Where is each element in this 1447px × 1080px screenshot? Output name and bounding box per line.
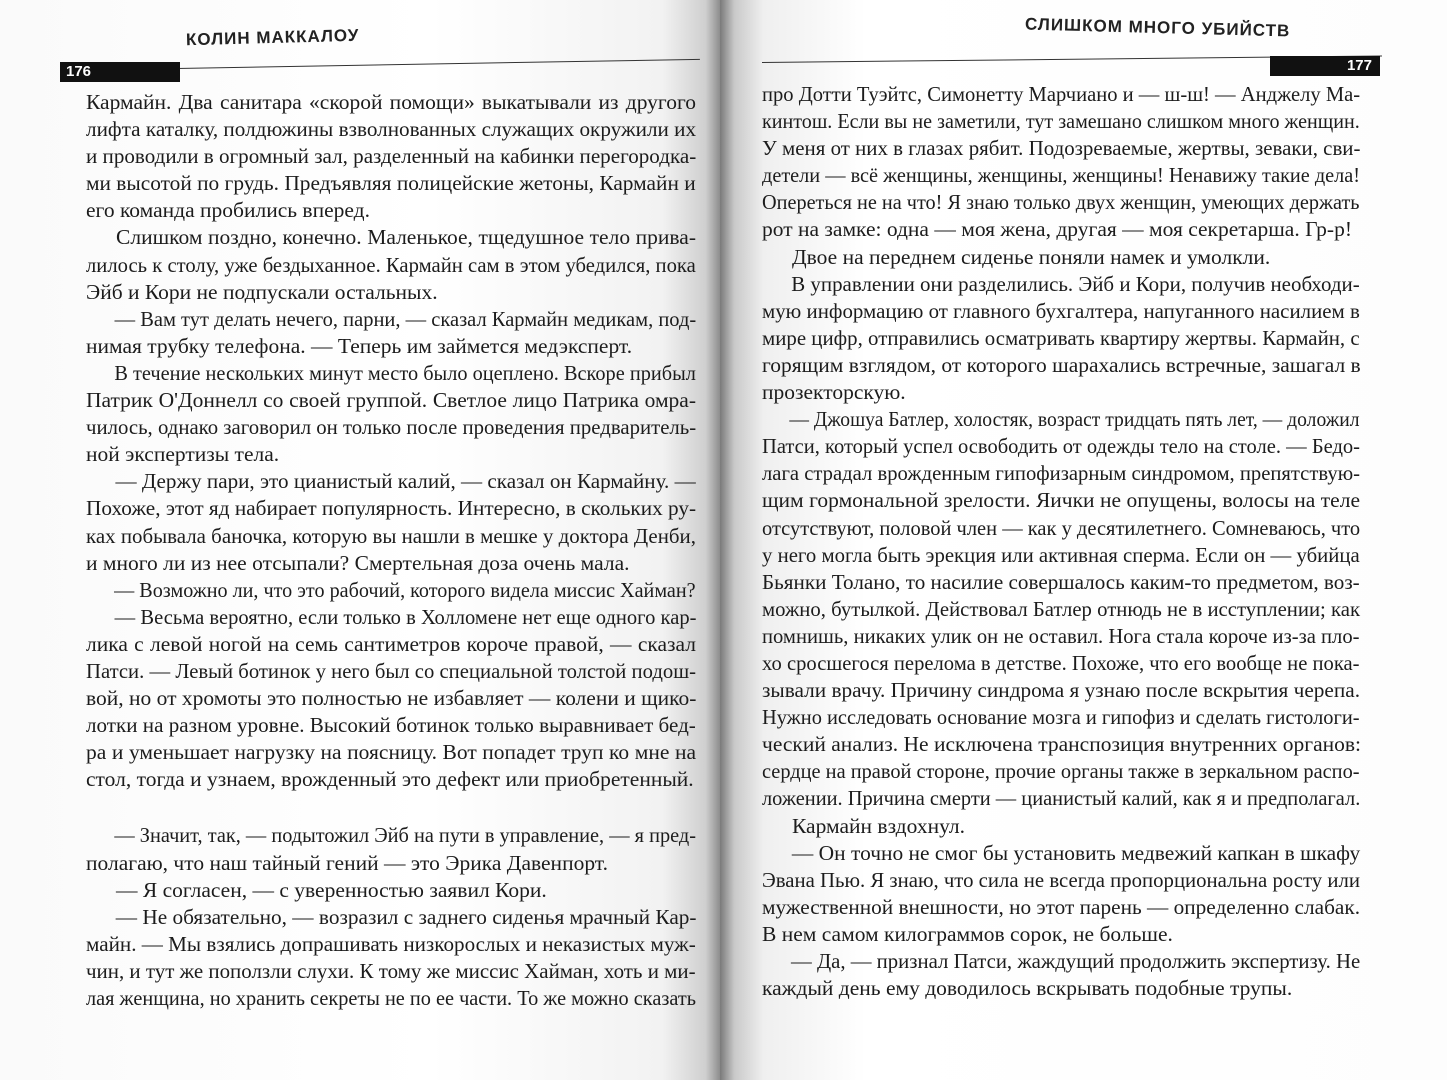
page-number-right: 177 [1270,56,1380,76]
text-line: детели — всё женщины, женщины, женщины! Ненавижу такие дела! [762,163,1361,188]
text-line: вой, но от хромоты это полностью не избавляет — колени и щико- [86,686,697,711]
running-head-title: СЛИШКОМ МНОГО УБИЙСТВ [1024,14,1291,41]
text-line: и много ли из нее отсыпали? Смертельная доза очень мала. [86,550,630,575]
text-line: Патси, который успел освободить от одежды тело на столе. — Бедо- [762,434,1361,459]
text-line: щим гормональной зрелости. Яички не опущены, волосы на теле [762,488,1360,513]
text-line: — Не обязательно, — возразил с заднего сиденья мрачный Кар- [115,904,697,929]
text-line: помнишь, никаких улик он не оставил. Нога стала короче из-за пло- [762,623,1360,648]
text-line: мужественной внешности, но этот парень — определенно слабак. [762,894,1361,919]
text-line: Нужно исследовать основание мозга и гипофиз и сделать гистологи- [762,705,1360,730]
text-line: В течение нескольких минут место было оцеплено. Вскоре прибыл [114,360,696,385]
text-line: Патрик О'Доннелл со своей группой. Светлое лицо Патрика омра- [86,388,696,413]
text-line: отсутствуют, половой член — как у десятилетнего. Сомневаюсь, что [762,515,1361,540]
text-line: В нем самом килограммов сорок, не больше. [762,921,1173,946]
text-line: зывали врачу. Причину синдрома я узнаю после вскрытия черепа. [762,678,1361,703]
text-line: чилось, однако заговорил он только после проведения предваритель- [86,415,697,440]
text-line: — Весьма вероятно, если только в Холломене нет еще одного кар- [114,604,697,629]
text-line: каждый день ему доводилось вскрывать подобные трупы. [762,976,1293,1001]
text-line: — Возможно ли, что это рабочий, которого видела миссис Хайман? [114,577,696,602]
text-line: ми высотой по грудь. Предъявляя полицейские жетоны, Кармайн и [86,171,696,196]
text-line: про Дотти Туэйтс, Симонетту Марчиано и — ш-ш! — Анджелу Ма- [762,82,1361,106]
text-line: лая женщина, но хранить секреты не по ее части. То же можно сказать [86,986,696,1010]
text-line: Кармайн. Два санитара «скорой помощи» выкатывали из другого [86,90,696,114]
text-line: и проводили в огромный зал, разделенный на кабинки перегородка- [86,144,697,169]
page-number-left: 176 [60,62,180,82]
text-line: горящим взглядом, от которого шарахались встречные, зашагал в [762,352,1361,377]
text-line: стол, тогда и узнаем, врожденный это дефект или приобретенный. [86,767,694,792]
text-line: — Значит, так, — подытожил Эйб на пути в управление, — я пред- [114,823,696,848]
text-line: — Да, — признал Патси, жаждущий продолжить экспертизу. Не [790,949,1361,973]
text-line: хо сросшегося перелома в детстве. Похоже, что его вообще не пока- [762,650,1360,675]
text-line: мире цифр, отправились осматривать квартиру жертвы. Кармайн, с [762,325,1360,350]
section-break [86,793,696,822]
text-line: Опереться не на что! Я знаю только двух женщин, умеющих держать [762,190,1360,215]
left-page [0,0,720,1080]
text-line: У меня от них в глазах рябит. Подозреваемые, жертвы, зеваки, сви- [762,136,1361,161]
text-line: можно, бутылкой. Действовал Батлер отнюдь не в исступлении; как [762,596,1361,621]
text-line: чин, и тут же поползли слухи. К тому же миссис Хайман, хоть и ми- [86,958,696,983]
text-line: Патси. — Левый ботинок у него был со специальной толстой подош- [86,658,697,683]
left-page-body [86,89,696,1012]
text-line: сердце на правой стороне, прочие органы также в зеркальном распо- [762,759,1360,784]
text-line: Эвана Пью. Я знаю, что сила не всегда пропорциональна росту или [762,867,1360,892]
text-line: ной экспертизы тела. [86,442,280,467]
text-line: — Я согласен, — с уверенностью заявил Кори. [116,877,547,902]
text-line: Кармайн вздохнул. [792,813,965,838]
text-line: — Держу пари, это цианистый калий, — сказал он Кармайну. — [115,469,696,494]
running-head-author: КОЛИН МАККАЛОУ [185,25,360,50]
text-line: кинтош. Если вы не заметили, тут замешано слишком много женщин. [762,109,1360,134]
text-line: лика с левой ногой на семь сантиметров короче правой, — сказал [86,631,696,656]
text-line: ках побывала баночка, которую вы нашли в мешке у доктора Денби, [86,523,696,548]
text-line: лилось к столу, уже бездыханное. Кармайн сам в этом убедился, пока [86,252,696,277]
text-line: мую информацию от главного бухгалтера, напуганного насилием в [762,298,1360,323]
text-line: ложении. Причина смерти — цианистый калий, как я и предполагал. [762,786,1361,811]
text-line: ческий анализ. Не исключена транспозиция внутренних органов: [762,732,1361,757]
right-page-body [762,81,1360,1002]
text-line: ра и уменьшает нагрузку на поясницу. Вот попадет труп ко мне на [86,740,696,765]
text-line: лифта каталку, полдюжины взволнованных служащих окружили их [86,117,697,142]
text-line: Эйб и Кори не подпускали остальных. [86,279,438,304]
text-line: лотки на разном уровне. Высокий ботинок только выравнивает бед- [86,713,696,738]
text-line: нимая трубку телефона. — Теперь им займется медэксперт. [86,333,633,358]
text-line: Бьянки Толано, то насилие совершалось каким-то предметом, воз- [762,569,1360,594]
text-line: рот на замке: одна — моя жена, другая — моя секретарша. Гр-р! [762,217,1352,242]
text-line: полагаю, что наш тайный гений — это Эрика Давенпорт. [86,850,608,875]
text-line: Двое на переднем сиденье поняли намек и умолкли. [792,244,1271,269]
text-line: — Вам тут делать нечего, парни, — сказал Кармайн медикам, под- [114,306,697,331]
text-line: его команда пробились вперед. [86,198,370,223]
text-line: у него могла быть эрекция или активная сперма. Если он — убийца [762,542,1360,567]
text-line: — Он точно не смог бы установить медвежий капкан в шкафу [791,840,1361,865]
right-page [720,0,1447,1080]
text-line: прозекторскую. [762,380,906,405]
text-line: лага страдал врожденным гипофизарным синдромом, препятствую- [762,461,1360,486]
text-line: майн. — Мы взялись допрашивать низкорослых и неказистых муж- [86,931,696,956]
text-line: Слишком поздно, конечно. Маленькое, тщедушное тело прива- [116,225,696,250]
text-line: — Джошуа Батлер, холостяк, возраст тридцать пять лет, — доложил [789,407,1360,432]
text-line: В управлении они разделились. Эйб и Кори, получив необходи- [791,271,1360,296]
text-line: Похоже, этот яд набирает популярность. Интересно, в скольких ру- [86,496,697,521]
